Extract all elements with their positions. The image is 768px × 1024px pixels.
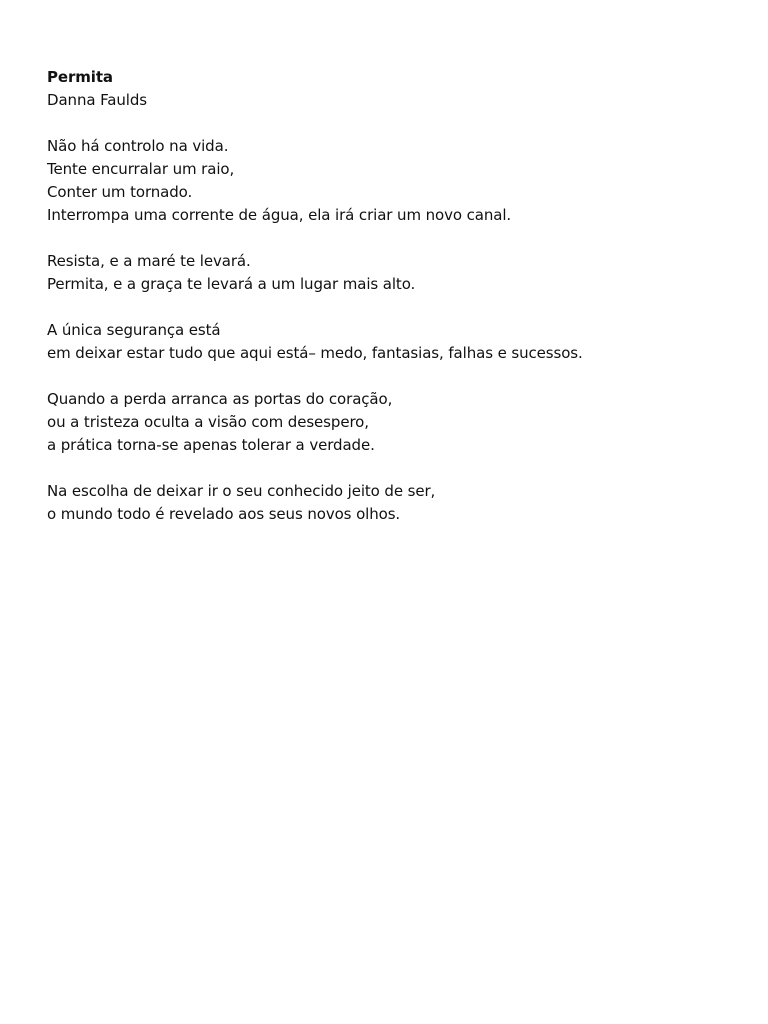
stanza-2 [47,250,748,296]
poem-line: A única segurança está [47,321,221,339]
poem-line: Resista, e a maré te levará. [47,252,251,270]
poem-line: Interrompa uma corrente de água, ela irá criar um novo canal. [47,206,512,224]
poem-line: em deixar estar tudo que aqui está– medo, fantasias, falhas e sucessos. [47,344,583,362]
poem-line: Na escolha de deixar ir o seu conhecido jeito de ser, [47,482,436,500]
poem-title: Permita [47,68,113,86]
poem-line: Conter um tornado. [47,183,193,201]
poem-page [47,66,748,549]
poem-line: Tente encurralar um raio, [47,160,235,178]
stanza-1 [47,135,748,227]
poem-line: ou a tristeza oculta a visão com desespero, [47,413,369,431]
poem-line: Quando a perda arranca as portas do coração, [47,390,393,408]
poem-author: Danna Faulds [47,91,147,109]
poem-line: Não há controlo na vida. [47,137,229,155]
poem-line: o mundo todo é revelado aos seus novos olhos. [47,505,401,523]
poem-line: Permita, e a graça te levará a um lugar mais alto. [47,275,416,293]
stanza-5 [47,480,748,526]
stanza-3 [47,319,748,365]
stanza-4 [47,388,748,457]
poem-line: a prática torna-se apenas tolerar a verdade. [47,436,375,454]
